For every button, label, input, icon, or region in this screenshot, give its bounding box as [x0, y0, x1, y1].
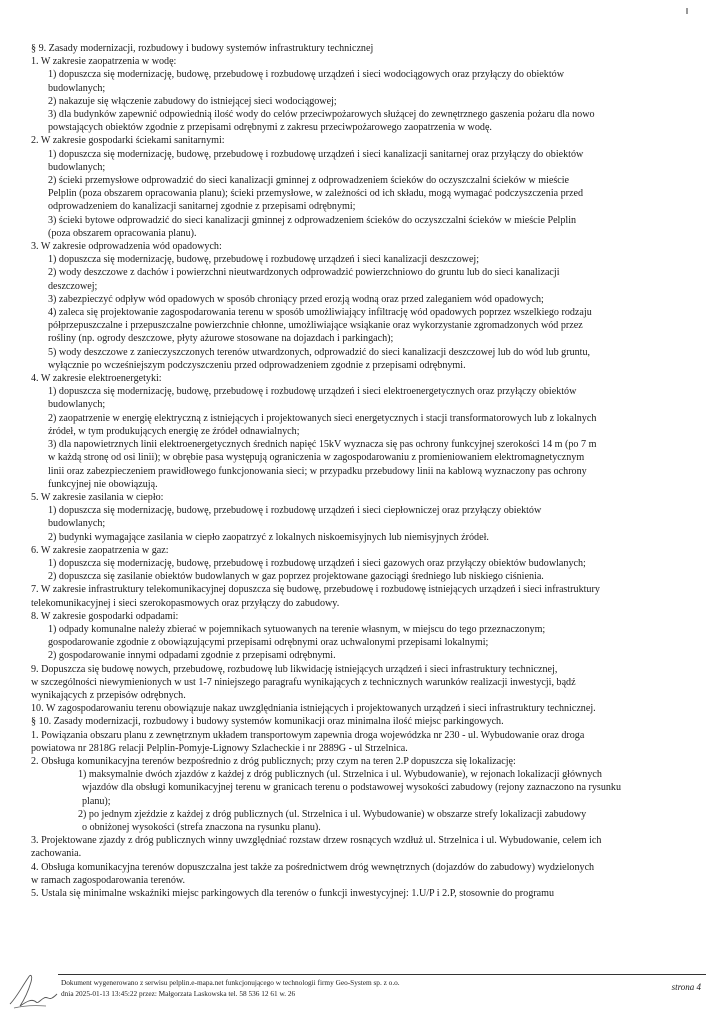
subitem-line: odprowadzeniem do kanalizacji sanitarnej zgodnie z przepisami odrębnymi; [48, 201, 356, 213]
subitem-line: 1) dopuszcza się modernizację, budowę, przebudowę i rozbudowę urządzeń i sieci gazowych oraz przyłączy obiektów budowlanych; [48, 557, 586, 569]
subitem-line: 3) dla budynków zapewnić odpowiednią ilość wody do celów przeciwpożarowych służącej do zewnętrznego gaszenia pożaru dla nowo [48, 109, 595, 121]
paragraph-item: 2. W zakresie gospodarki ściekami sanitarnymi: [31, 135, 225, 147]
subitem-line: 2) dopuszcza się zasilanie obiektów budowlanych w gaz poprzez projektowane gazociągi średniego lub niskiego ciśnienia. [48, 571, 544, 583]
paragraph-item: 4. W zakresie elektroenergetyki: [31, 373, 162, 385]
footer-line-2: dnia 2025-01-13 13:45:22 przez: Małgorzata Laskowska tel. 58 536 12 61 w. 26 [61, 988, 296, 998]
subitem-line: wjazdów dla obsługi komunikacyjnej terenu w granicach terenu o podstawowej wysokości zabudowy (rejony zaznaczono na rysunku [82, 782, 622, 794]
paragraph-item: 2. Obsługa komunikacyjna terenów bezpośrednio z dróg publicznych; przy czym na teren 2.P dopuszcza się lokalizację: [31, 755, 516, 767]
subitem-line: powstających obiektów zgodnie z przepisami odrębnymi z zakresu przeciwpożarowego zaopatrzenia w wodę. [48, 122, 492, 134]
subitem-line: budowlanych; [48, 161, 106, 173]
subitem-line: (poza obszarem opracowania planu). [48, 227, 197, 239]
subitem-line: deszczowej; [48, 280, 98, 292]
subitem-line: 1) dopuszcza się modernizację, budowę, przebudowę i rozbudowę urządzeń i sieci kanalizacji sanitarnej oraz przyłączy do obiektów [48, 148, 584, 160]
paragraph-item: 3. W zakresie odprowadzenia wód opadowych: [31, 241, 222, 253]
subitem-line: Pelplin (poza obszarem opracowania planu); ścieki przemysłowe, w zależności od ich składu, mogą wymagać podczyszczenia przed [48, 188, 584, 200]
document-body [31, 42, 697, 900]
paragraph-item: 7. W zakresie infrastruktury telekomunikacyjnej dopuszcza się budowę, przebudowę i rozbudowę istniejących urządzeń i sieci infrastruktury [31, 584, 600, 596]
paragraph-item: 8. W zakresie gospodarki odpadami: [31, 610, 179, 622]
subitem-line: linii oraz zabezpieczeniem prawidłowego funkcjonowania sieci; w przypadku przebudowy linii na kablową wyznaczony pas ochrony [48, 465, 587, 477]
paragraph-item: 10. W zagospodarowaniu terenu obowiązuje nakaz uwzględniania istniejących i projektowanych urządzeń i sieci infrastruktury technicznej. [31, 703, 596, 715]
subitem-line: 2) wody deszczowe z dachów i powierzchni nieutwardzonych odprowadzić powierzchniowo do gruntu lub do sieci kanalizacji [48, 267, 560, 279]
paragraph-line: zachowania. [31, 848, 82, 860]
subitem-line: źródeł, w tym produkujących energię ze źródeł odnawialnych; [48, 425, 300, 437]
subitem-line: 1) dopuszcza się modernizację, budowę, przebudowę i rozbudowę urządzeń i sieci wodociągowych oraz przyłączy do obiektów [48, 69, 564, 81]
subitem-line: budowlanych; [48, 82, 106, 94]
paragraph-line: powiatowa nr 2818G relacji Pelplin-Pomyje-Lignowy Szlacheckie i nr 2889G - ul Strzelnica. [31, 742, 408, 754]
subitem-line: budowlanych; [48, 518, 106, 530]
footer-line-1: Dokument wygenerowano z serwisu pelplin.e-mapa.net funkcjonującego w technologii firmy Geo-System sp. z o.o. [61, 978, 400, 987]
subitem-line: 1) maksymalnie dwóch zjazdów z każdej z dróg publicznych (ul. Strzelnica i ul. Wybudowanie), w rejonach lokalizacji głównych [78, 769, 602, 781]
subitem-line: 2) gospodarowanie innymi odpadami zgodnie z przepisami odrębnymi. [48, 650, 336, 662]
paragraph-line: w ramach zagospodarowania terenów. [31, 874, 186, 886]
paragraph-item: 1. W zakresie zaopatrzenia w wodę: [31, 56, 177, 68]
subitem-line: 1) odpady komunalne należy zbierać w pojemnikach sytuowanych na terenie własnym, w miejscu do tego przeznaczonym; [48, 623, 546, 635]
subitem-line: wyłącznie po wcześniejszym podczyszczeniu przed odprowadzeniem zgodnie z przepisami odrębnymi. [48, 359, 466, 371]
paragraph-item: 3. Projektowane zjazdy z dróg publicznych winny uwzględniać rozstaw drzew rosnących wzdłuż ul. Strzelnica i ul. Wybudowanie, celem ich [31, 835, 602, 847]
subitem-line: 1) dopuszcza się modernizację, budowę, przebudowę i rozbudowę urządzeń i sieci elektroenergetycznych oraz przyłączy obiektów [48, 386, 577, 398]
signature-scribble-icon [6, 968, 58, 1012]
section-heading-10: § 10. Zasady modernizacji, rozbudowy i budowy systemów komunikacji oraz minimalna ilość miejsc parkingowych. [31, 716, 504, 728]
subitem-line: rośliny (np. ogrody deszczowe, płyty ażurowe stosowane na dojazdach i parkingach); [48, 333, 394, 345]
subitem-line: 1) dopuszcza się modernizację, budowę, przebudowę i rozbudowę urządzeń i sieci ciepłowniczej oraz przyłączy obiektów [48, 505, 542, 517]
subitem-line: 2) po jednym zjeździe z każdej z dróg publicznych (ul. Strzelnica i ul. Wybudowanie) w obszarze strefy lokalizacji zabudowy [78, 808, 587, 820]
subitem-line: 4) zaleca się projektowanie zagospodarowania terenu w sposób umożliwiający infiltrację wód opadowych poprzez wszelkiego rodzaju [48, 307, 592, 319]
subitem-line: 2) ścieki przemysłowe odprowadzić do sieci kanalizacji gminnej z odprowadzeniem ścieków do oczyszczalni ścieków w mieście [48, 175, 570, 187]
paragraph-line: telekomunikacyjnej i sieci szerokopasmowych oraz przyłączy do zabudowy. [31, 597, 340, 609]
subitem-line: budowlanych; [48, 399, 106, 411]
paragraph-item: 9. Dopuszcza się budowę nowych, przebudowę, rozbudowę lub likwidację istniejących urządzeń i sieci infrastruktury technicznej, [31, 663, 558, 675]
page-footer [0, 968, 724, 1018]
subitem-line: 3) dla napowietrznych linii elektroenergetycznych średnich napięć 15kV wyznacza się pas ochrony funkcyjnej szerokości 14 m (po 7 m [48, 439, 597, 451]
paragraph-line: w szczególności niewymienionych w ust 1-7 niniejszego paragrafu wynikających z technicznych warunków realizacji inwestycji, bądź [31, 676, 576, 688]
subitem-line: 2) budynki wymagające zasilania w ciepło zaopatrzyć z lokalnych niskoemisyjnych lub niemisyjnych źródeł. [48, 531, 489, 543]
subitem-line: półprzepuszczalne i przepuszczalne powierzchnie chłonne, umożliwiające wsiąkanie oraz wykorzystanie zgromadzonych wód przez [48, 320, 583, 332]
footer-generated-info [61, 978, 400, 999]
subitem-line: planu); [82, 795, 111, 807]
subitem-line: 3) ścieki bytowe odprowadzić do sieci kanalizacji gminnej z odprowadzeniem ścieków do oczyszczalni ścieków w mieście Pelplin [48, 214, 577, 226]
section-heading-9: § 9. Zasady modernizacji, rozbudowy i budowy systemów infrastruktury technicznej [31, 43, 374, 54]
subitem-line: gospodarowanie zgodnie z obowiązującymi przepisami odrębnymi oraz uchwalonymi przepisami lokalnymi; [48, 637, 489, 649]
scan-mark [686, 8, 688, 14]
paragraph-item: 6. W zakresie zaopatrzenia w gaz: [31, 544, 169, 556]
paragraph-item: 1. Powiązania obszaru planu z zewnętrznym układem transportowym zapewnia droga wojewódzka nr 230 - ul. Wybudowanie oraz droga [31, 729, 585, 741]
subitem-line: w każdą stronę od osi linii); w obrębie pasa występują ograniczenia w zagospodarowaniu z promieniowaniem elektromagnetycznym [48, 452, 585, 464]
subitem-line: funkcyjnej nie obowiązują. [48, 478, 158, 490]
subitem-line: 2) nakazuje się włączenie zabudowy do istniejącej sieci wodociągowej; [48, 95, 337, 107]
subitem-line: 5) wody deszczowe z zanieczyszczonych terenów utwardzonych, odprowadzić do sieci kanalizacji deszczowej lub do wód lub gruntu, [48, 346, 591, 358]
footer-divider [58, 974, 706, 975]
paragraph-line: wynikających z przepisów odrębnych. [31, 689, 186, 701]
subitem-line: o obniżonej wysokości (strefa znaczona na rysunku planu). [82, 821, 321, 833]
paragraph-item: 5. Ustala się minimalne wskaźniki miejsc parkingowych dla terenów o funkcji inwestycyjnej: 1.U/P i 2.P, stosownie do programu [31, 888, 555, 899]
paragraph-item: 5. W zakresie zasilania w ciepło: [31, 491, 164, 503]
subitem-line: 1) dopuszcza się modernizację, budowę, przebudowę i rozbudowę urządzeń i sieci kanalizacji deszczowej; [48, 254, 480, 266]
subitem-line: 3) zabezpieczyć odpływ wód opadowych w sposób chroniący przed erozją wodną oraz przed zaleganiem wód opadowych; [48, 293, 544, 305]
subitem-line: 2) zaopatrzenie w energię elektryczną z istniejących i projektowanych sieci energetycznych i stacji transformatorowych lub z lokalnych [48, 412, 597, 424]
page-number: strona 4 [671, 982, 701, 992]
paragraph-item: 4. Obsługa komunikacyjna terenów dopuszczalna jest także za pośrednictwem dróg wewnętrznych (dojazdów do zabudowy) wydzielonych [31, 861, 595, 873]
